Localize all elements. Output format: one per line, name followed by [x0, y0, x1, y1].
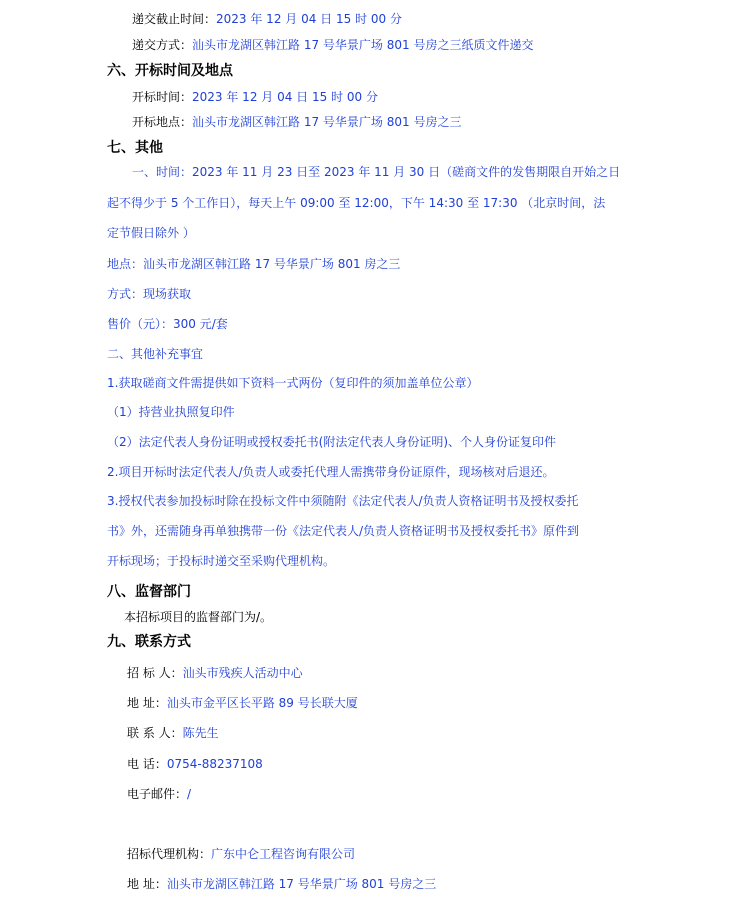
location: 地点：汕头市龙湖区韩江路 17 号华景广场 801 房之三 [107, 257, 401, 271]
email-value: / [187, 787, 192, 801]
item2-heading: 二、其他补充事宜 [107, 347, 204, 361]
bid-deadline-label: 递交截止时间： [132, 12, 217, 26]
agency-address-row [127, 876, 436, 892]
item1-line1: 一、时间：2023 年 11 月 23 日至 2023 年 11 月 30 日（磋商文件的发售期限自开始之日 [132, 165, 621, 179]
phone-row [127, 756, 263, 772]
open-time-row [132, 89, 378, 105]
phone-value: 0754-88237108 [166, 757, 263, 771]
item1-line2: 起不得少于 5 个工作日），每天上午 09:00 至 12:00，下午 14:30 至 17:30 （北京时间，法 [107, 196, 606, 210]
agency-address-label: 地 址： [127, 877, 167, 891]
price: 售价（元）：300 元/套 [107, 317, 228, 331]
address-label: 地 址： [127, 696, 167, 710]
section9-title: 九、联系方式 [107, 634, 191, 650]
email-row [127, 786, 191, 802]
note3-line2: 书》外，还需随身再单独携带一份《法定代表人/负责人资格证明书及授权委托书》原件到 [107, 524, 580, 538]
tenderer-label: 招 标 人： [127, 666, 183, 680]
contact-label: 联 系 人： [127, 726, 183, 740]
agency-label: 招标代理机构： [127, 847, 212, 861]
bid-method-value: 汕头市龙湖区韩江路 17 号华景广场 801 号房之三纸质文件递交 [192, 38, 534, 52]
section8-title: 八、监督部门 [107, 584, 191, 600]
phone-label: 电 话： [127, 757, 167, 771]
bid-deadline-value: 2023 年 12 月 04 日 15 时 00 分 [216, 12, 402, 26]
open-place-label: 开标地点： [132, 115, 193, 129]
bid-deadline-row [132, 11, 402, 27]
open-place-value: 汕头市龙湖区韩江路 17 号华景广场 801 号房之三 [192, 115, 462, 129]
contact-value: 陈先生 [182, 726, 219, 740]
bid-method-label: 递交方式： [132, 38, 193, 52]
bid-method-row [132, 37, 533, 53]
email-label: 电子邮件： [127, 787, 188, 801]
method: 方式：现场获取 [107, 287, 192, 301]
address-row [127, 695, 358, 711]
tenderer-row [127, 665, 303, 681]
note3-line3: 开标现场；于投标时递交至采购代理机构。 [107, 554, 336, 568]
supervision-text: 本招标项目的监督部门为/。 [124, 610, 273, 624]
address-value: 汕头市金平区长平路 89 号长联大厦 [166, 696, 358, 710]
note3-line1: 3.授权代表参加投标时除在投标文件中须随附《法定代表人/负责人资格证明书及授权委托 [107, 494, 579, 508]
note1a: （1）持营业执照复印件 [107, 405, 235, 419]
open-time-value: 2023 年 12 月 04 日 15 时 00 分 [192, 90, 378, 104]
agency-address-value: 汕头市龙湖区韩江路 17 号华景广场 801 号房之三 [166, 877, 437, 891]
open-place-row [132, 114, 461, 130]
contact-row [127, 725, 219, 741]
item1-line3: 定节假日除外 ） [107, 226, 195, 240]
note1b: （2）法定代表人身份证明或授权委托书(附法定代表人身份证明)、个人身份证复印件 [107, 435, 557, 449]
open-time-label: 开标时间： [132, 90, 193, 104]
agency-row [127, 846, 355, 862]
section6-title: 六、开标时间及地点 [107, 63, 233, 79]
note2: 2.项目开标时法定代表人/负责人或委托代理人需携带身份证原件，现场核对后退还。 [107, 465, 555, 479]
agency-value: 广东中仑工程咨询有限公司 [211, 847, 356, 861]
note1: 1.获取磋商文件需提供如下资料一式两份（复印件的须加盖单位公章） [107, 376, 479, 390]
tenderer-value: 汕头市残疾人活动中心 [182, 666, 303, 680]
section7-title: 七、其他 [107, 140, 163, 156]
